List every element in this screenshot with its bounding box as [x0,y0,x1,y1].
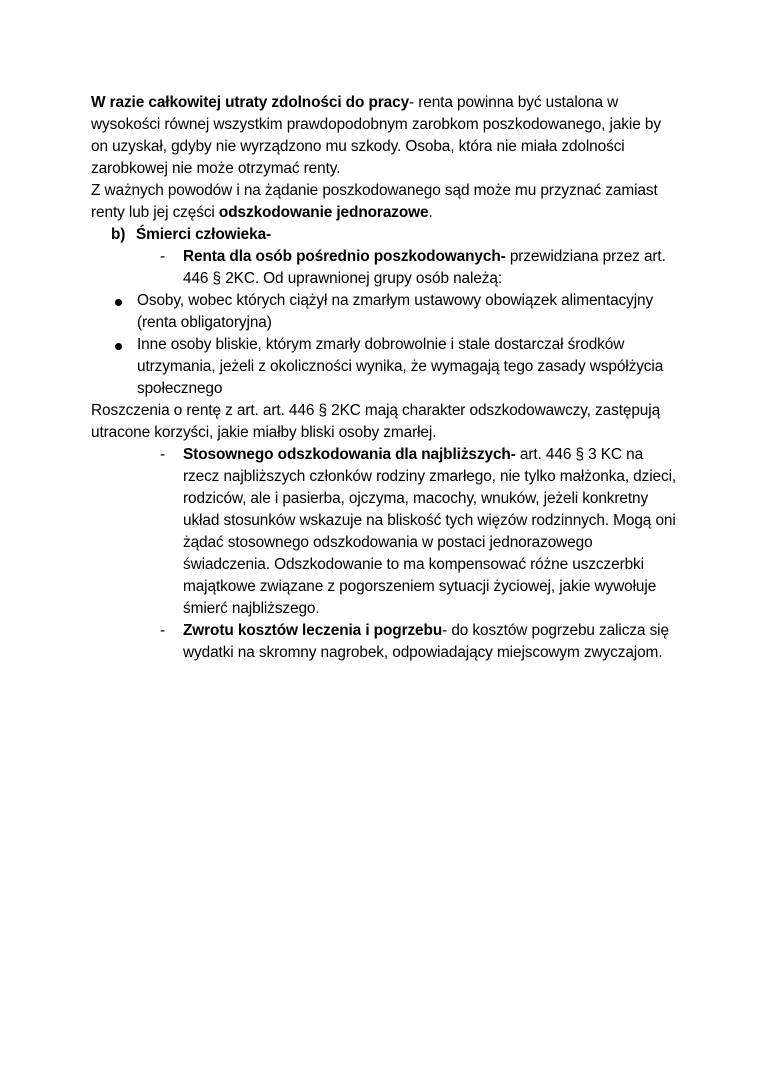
section-b-title: Śmierci człowieka- [136,226,272,243]
section-b-marker: b) [111,226,126,243]
bullet-icon [115,299,122,306]
dash-marker: - [160,446,166,463]
document-content [91,92,681,664]
paragraph-lump-sum [91,180,681,224]
paragraph-claims [91,400,681,444]
bullet-item-voluntary [91,334,681,400]
paragraph-lump-sum-text: Z ważnych powodów i na żądanie poszkodowanego sąd może mu przyznać zamiast renty lub jej części [91,182,658,221]
dash-item-renta [91,246,681,290]
dash-item-funeral-costs-text: - do kosztów pogrzebu zalicza się wydatki na skromny nagrobek, odpowiadający miejscowym zwyczajom. [183,622,669,661]
paragraph-total-incapacity-heading: W razie całkowitej utraty zdolności do pracy [91,94,410,111]
dash-item-renta-text: przewidziana przez art. 446 § 2KC. Od uprawnionej grupy osób należą: [183,248,666,287]
dash-item-funeral-costs [91,620,681,664]
bullet-item-obligatory [91,290,681,334]
section-b-heading [91,224,681,246]
dash-item-compensation-text: art. 446 § 3 KC na rzecz najbliższych członków rodziny zmarłego, nie tylko małżonka, dzieci, rodziców, ale i pasierba, ojczyma, macochy, wnuków, jeżeli konkretny układ stosunków wskazuje na bliskość tych więzów rodzinnych. Mogą oni żądać stosownego odszkodowania w postaci jednorazowego świadczenia. Odszkodowanie to ma kompensować różne uszczerbki majątkowe związane z pogorszeniem sytuacji życiowej, jakie wywołuje śmierć najbliższego. [183,446,677,617]
bullet-item-obligatory-text: Osoby, wobec których ciążył na zmarłym ustawowy obowiązek alimentacyjny (renta obligatoryjna) [137,292,654,331]
paragraph-lump-sum-end: . [428,204,433,221]
paragraph-claims-text: Roszczenia o rentę z art. art. 446 § 2KC mają charakter odszkodowawczy, zastępują utracone korzyści, jakie miałby bliski osoby zmarłej. [91,402,673,441]
paragraph-lump-sum-bold: odszkodowanie jednorazowe [218,204,429,221]
paragraph-total-incapacity [91,92,681,180]
dash-item-compensation [91,444,681,620]
bullet-item-voluntary-text: Inne osoby bliskie, którym zmarły dobrowolnie i stale dostarczał środków utrzymania, jeżeli z okoliczności wynika, że wymagają tego zasady współżycia społecznego [137,336,664,397]
paragraph-total-incapacity-text: - renta powinna być ustalona w wysokości równej wszystkim prawdopodobnym zarobkom poszkodowanego, jakie by on uzyskał, gdyby nie wyrządzono mu szkody. Osoba, która nie miała zdolności zarobkowej nie może otrzymać renty. [91,94,661,177]
dash-item-renta-heading: Renta dla osób pośrednio poszkodowanych- [183,248,506,265]
dash-item-compensation-heading: Stosownego odszkodowania dla najbliższych- [183,446,516,463]
dash-marker: - [160,248,166,265]
bullet-icon [115,343,122,350]
dash-marker: - [160,622,166,639]
dash-item-funeral-costs-heading: Zwrotu kosztów leczenia i pogrzebu [183,622,443,639]
